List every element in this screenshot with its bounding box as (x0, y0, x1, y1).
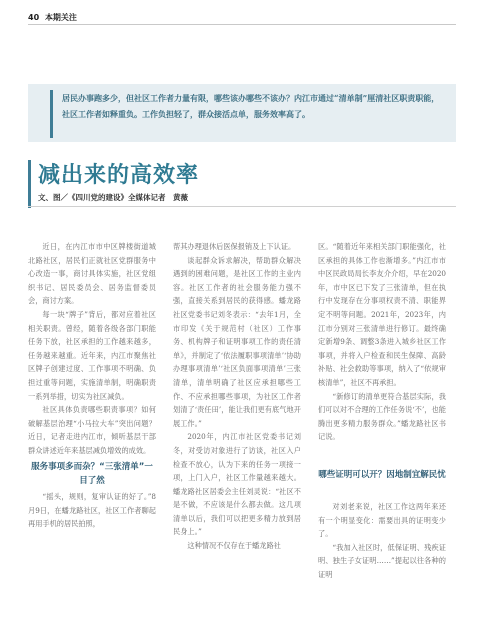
paragraph: 这种情况不仅存在于蟠龙路社 (187, 541, 281, 551)
paragraph: “摇头，规则，复审认证的好了。”8月9日，在蟠龙路社区，社区工作者聊起再用手机的居民拍照， (28, 492, 156, 529)
paragraph: 谈起群众诉求解决，帮助群众解决遇到的困难问题，是社区工作的主业内容。社区工作者的社会服务能力强不强，直接关系到居民的获得感。蟠龙路社区党委书记刘冬表示：“去年1月，全市印发《关于规范村（社区）工作事务、机构牌子和证明事项工作的责任清单》，并制定了‘依法履职事项清单’‘协助办理事项清单’‘社区负面事项清单’三张清单，清单明确了社区应承担哪些工作、不应承担哪些事项，为社区工作者划清了‘责任田’，能让我们更有底气地开展工作。” (173, 255, 301, 428)
paragraph: 社区具体负责哪些职责事项？如何破解基层治理“小马拉大车”突出问题？近日，记者走进内江市，倾听基层干部群众讲述近年来基层减负增效的成效。 (28, 405, 156, 455)
paragraph: 帮其办理退休后医保报销及上下认证。 (173, 242, 296, 251)
paragraph: “我加入社区时，低保证明、残疾证明、独生子女证明……”提起以往各种的证明 (318, 542, 446, 579)
paragraph: 对刘老来说，社区工作这两年来还有一个明显变化：需要出具的证明变少了。 (318, 502, 446, 539)
section-name: 本期关注 (44, 13, 77, 22)
subheading-2: 哪些证明可以开？因地制宜解民忧 (318, 470, 446, 480)
article-title: 减出来的高效率 (38, 163, 200, 188)
subheading-1: 服务事项多而杂？“三张清单”一目了然 (31, 462, 153, 486)
paragraph: 近日，在内江市市中区牌楼街道城北路社区，居民们正就社区党群服务中心改造一事，商讨具体实施，社区党组织书记、居民委员会、居务监督委员会，商讨方案。 (28, 242, 156, 306)
byline: 文、图／《四川党的建设》全媒体记者 黄薇 (38, 193, 188, 202)
column-3 (318, 240, 446, 444)
lead-accent-bar (50, 90, 53, 138)
title-accent-bar (28, 160, 31, 208)
paragraph: 2020年，内江市社区党委书记刘冬，对受访对象进行了访谈，社区入户检查不放心，认为下来的任务一项接一项，上门入户，社区工作量越来越大。蟠龙路社区居委会主任刘灵说：“社区不是不做，不应该是什么都去做。这几项清单以后，我们可以把更多精力放到居民身上。” (173, 432, 301, 537)
page-number: 40 (28, 13, 40, 22)
column-3-continued (318, 500, 446, 582)
lead-text: 居民办事跑多少，但社区工作者力量有限，哪些该办哪些不该办？内江市通过“清单制”厘清社区职责职能，社区工作者如释重负。工作负担轻了，群众接活点单，服务效率高了。 (62, 93, 440, 119)
paragraph: 每一块“牌子”背后，都对应着社区相关职责。曾经，随着各级各部门职能任务下放，社区承担的工作越来越多，任务越来越重。近年来，内江市聚焦社区牌子创建过度、工作事项不明确、负担过重等问题，实施清单制，明确职责一系列举措，切实为社区减负。 (28, 309, 156, 401)
header-divider (28, 24, 456, 25)
column-2 (173, 240, 301, 553)
paragraph: “新修订的清单更符合基层实际，我们可以对不合理的工作任务说‘不’，也能腾出更多精力服务群众。”蟠龙路社区书记说。 (318, 391, 446, 442)
column-1-continued (28, 490, 156, 531)
paragraph: 区。“随着近年来相关部门职能强化，社区承担的具体工作也渐增多。”内江市市中区民政局局长李友介介绍，早在2020年，市中区已下发了三张清单，但在执行中发现存在分事项权责不清、职能界定不明等问题。2021年，2023年，内江市分别对三张清单进行修订。最终确定新增9条、调整3条进入城乡社区工作事项，并将入户检查和民生保障、高龄补贴、社会救助等事项，纳入了“依规审核清单”，社区不再承担。 (318, 242, 446, 387)
column-1 (28, 240, 156, 458)
title-divider (28, 206, 456, 207)
page-header (28, 12, 77, 23)
lead-box (28, 84, 456, 142)
